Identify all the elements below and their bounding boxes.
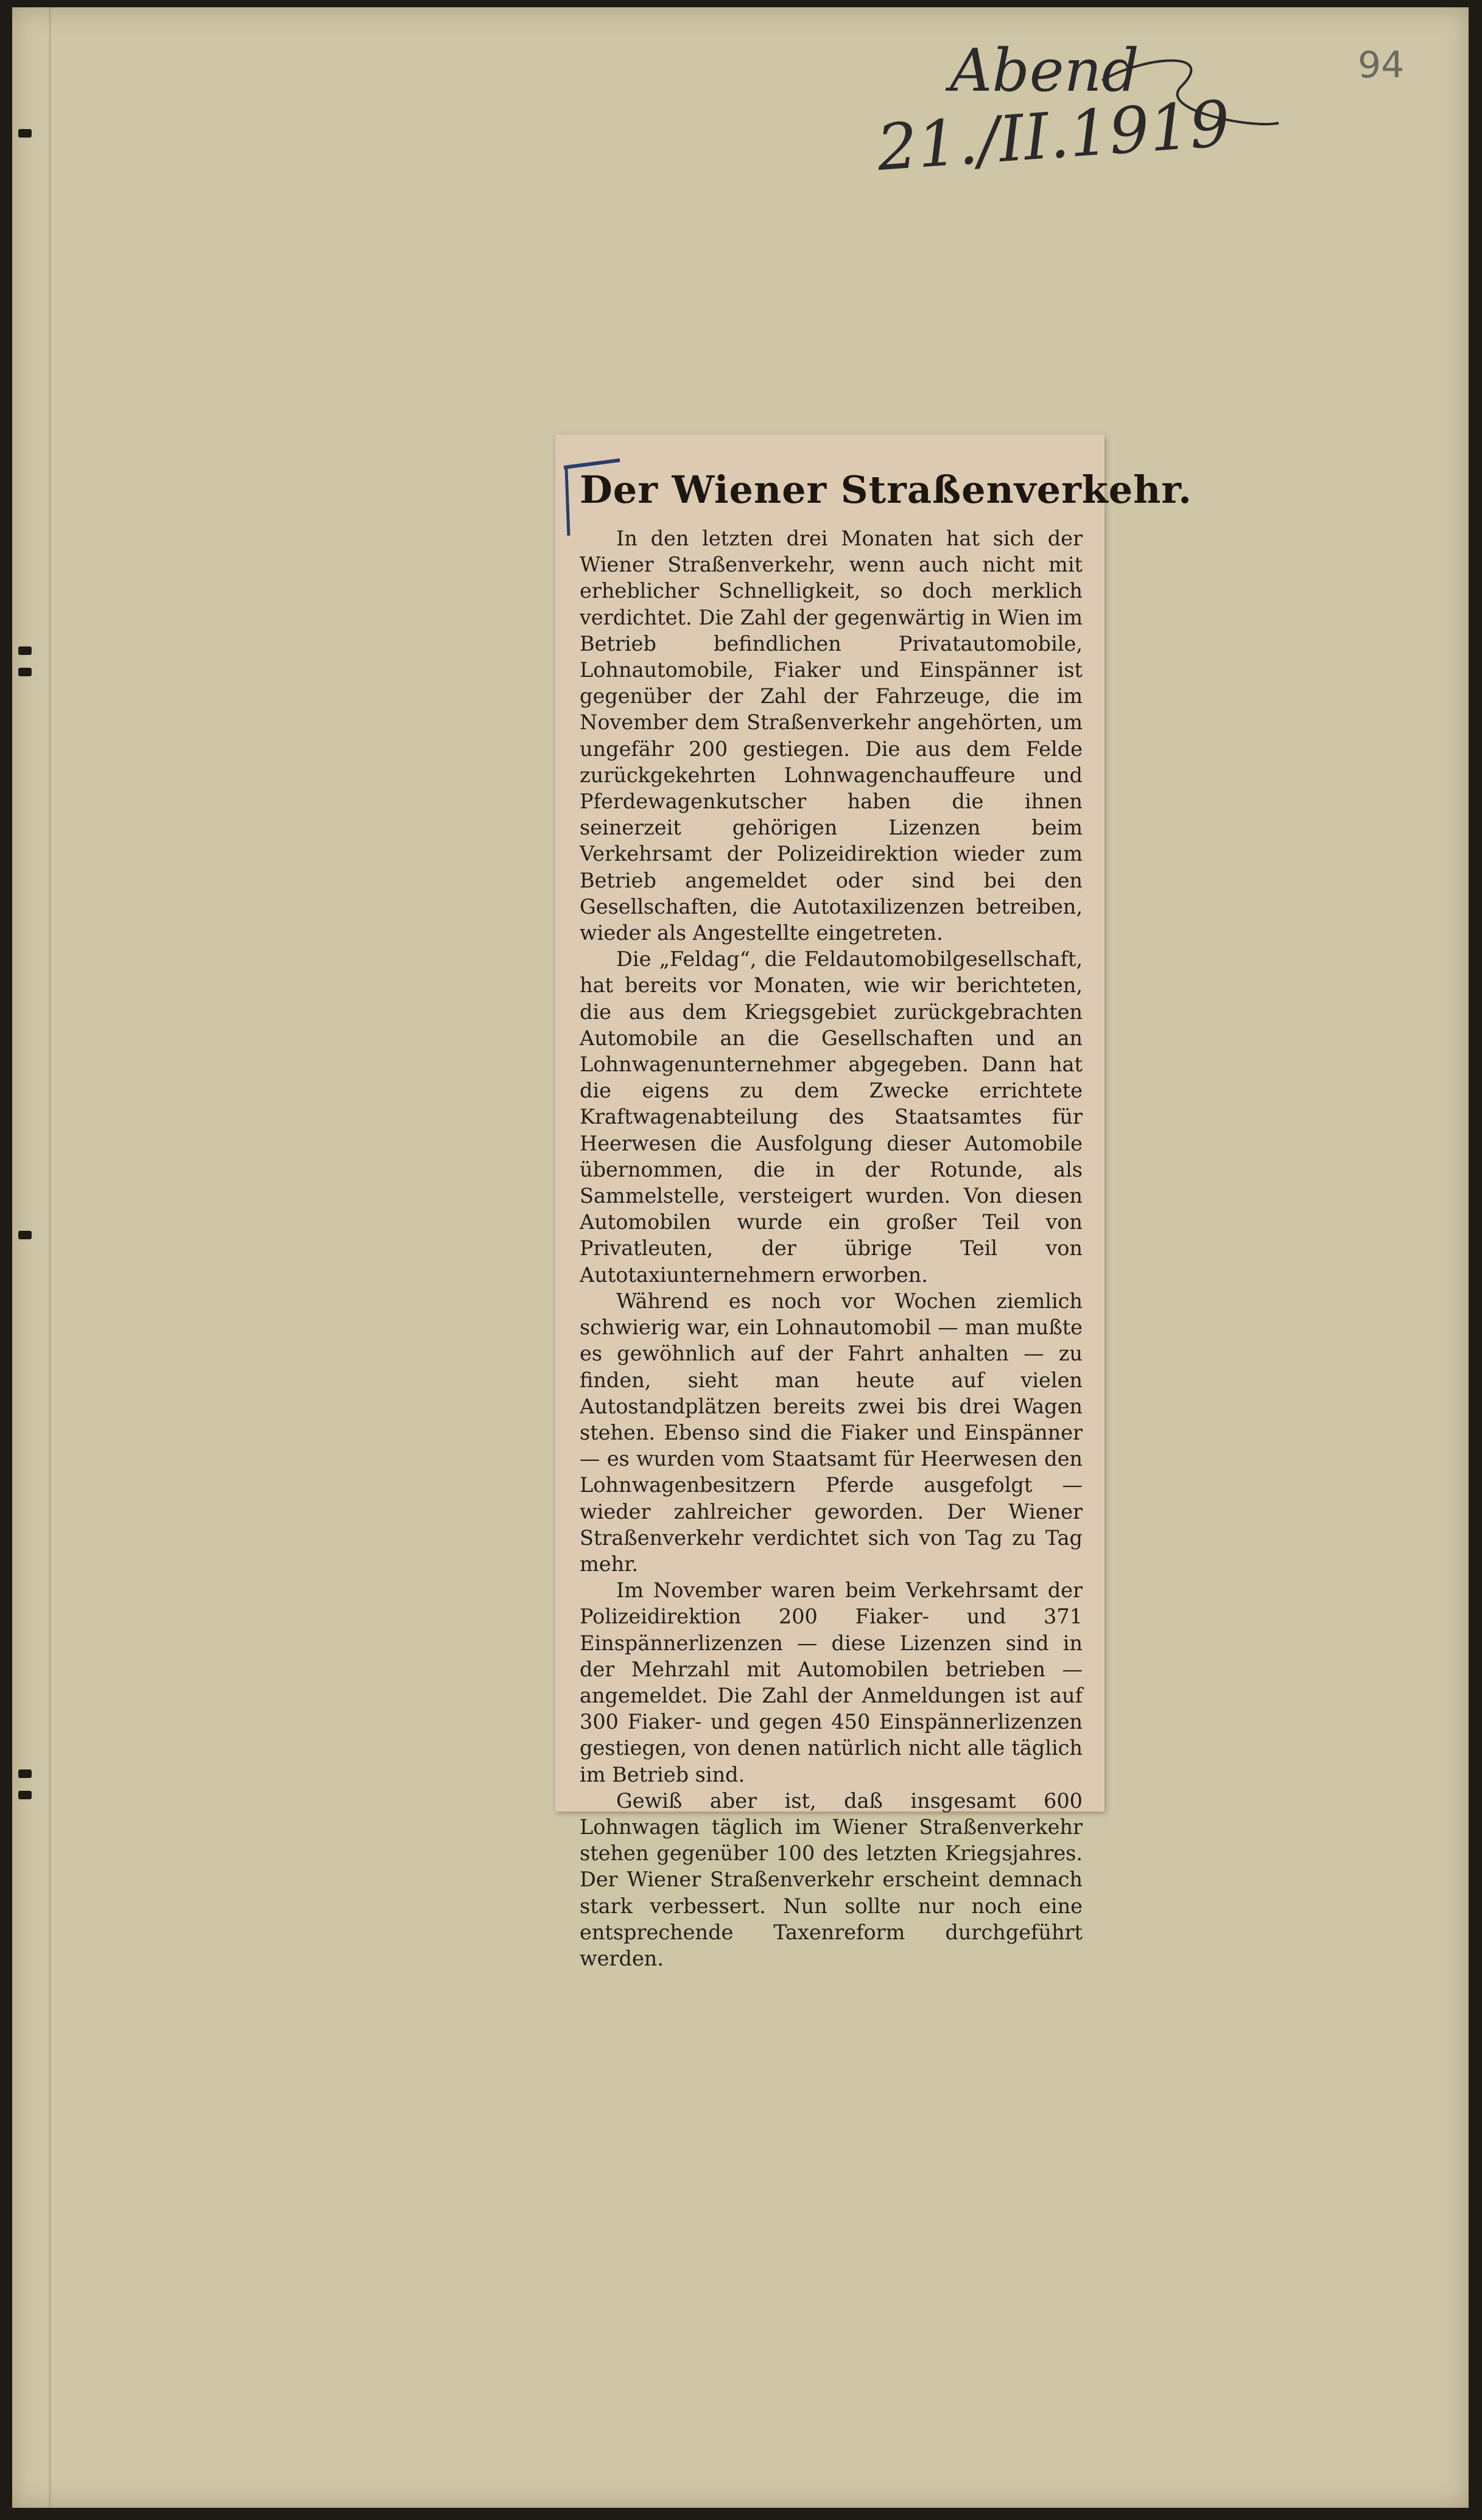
sheet-fold-line	[49, 7, 51, 2508]
binding-hole	[18, 1791, 32, 1799]
article-title: Der Wiener Straßenverkehr.	[580, 467, 1192, 512]
article-paragraph: Gewiß aber ist, daß insgesamt 600 Lohnwagen täglich im Wiener Straßenverkehr stehen gegenüber 100 des letzten Kriegsjahres. Der Wiener Straßenverkehr erscheint demnach stark verbessert. Nun sollte nur noch eine entsprechende Taxenreform durchgeführt werden.	[580, 1788, 1083, 1970]
binding-hole	[18, 668, 32, 676]
page-number: 94	[1358, 44, 1405, 86]
handwritten-date: 21./II.1919	[874, 86, 1232, 186]
archive-sheet	[12, 7, 1469, 2508]
newspaper-clipping	[555, 435, 1192, 1970]
binding-hole	[18, 1231, 32, 1239]
handwritten-word: Abend	[950, 37, 1139, 105]
article-paragraph: Im November waren beim Verkehrsamt der Polizeidirektion 200 Fiaker- und 371 Einspännerlizenzen — diese Lizenzen sind in der Mehrzahl mit Automobilen betrieben — angemeldet. Die Zahl der Anmeldungen ist auf 300 Fiaker- und gegen 450 Einspännerlizenzen gestiegen, von denen natürlich nicht alle täglich im Betrieb sind.	[580, 1578, 1083, 1787]
pen-mark	[559, 457, 632, 542]
binding-hole	[18, 1769, 32, 1778]
article-paragraph: Die „Feldag“, die Feldautomobilgesellschaft, hat bereits vor Monaten, wie wir berichteten, die aus dem Kriegsgebiet zurückgebrachten Automobile an die Gesellschaften und an Lohnwagenunternehmer abgegeben. Dann hat die eigens zu dem Zwecke errichtete Kraftwagenabteilung des Staatsamtes für Heerwesen die Ausfolgung dieser Automobile übernommen, die in der Rotunde, als Sammelstelle, versteigert wurden. Von diesen Automobilen wurde ein großer Teil von Privatleuten, der übrige Teil von Autotaxiunternehmern erworben.	[580, 947, 1083, 1287]
binding-hole	[18, 129, 32, 138]
article-paragraph: In den letzten drei Monaten hat sich der Wiener Straßenverkehr, wenn auch nicht mit erheblicher Schnelligkeit, so doch merklich verdichtet. Die Zahl der gegenwärtig in Wien im Betrieb befindlichen Privatautomobile, Lohnautomobile, Fiaker und Einspänner ist gegenüber der Zahl der Fahrzeuge, die im November dem Straßenverkehr angehörten, um ungefähr 200 gestiegen. Die aus dem Felde zurückgekehrten Lohnwagenchauffeure und Pferdewagenkutscher haben die ihnen seinerzeit gehörigen Lizenzen beim Verkehrsamt der Polizeidirektion wieder zum Betrieb angemeldet oder sind bei den Gesellschaften, die Autotaxilizenzen betreiben, wieder als Angestellte eingetreten.	[580, 527, 1083, 945]
binding-hole	[18, 646, 32, 655]
article-paragraph: Während es noch vor Wochen ziemlich schwierig war, ein Lohnautomobil — man mußte es gewöhnlich auf der Fahrt anhalten — zu finden, sieht man heute auf vielen Autostandplätzen bereits zwei bis drei Wagen stehen. Ebenso sind die Fiaker und Einspänner — es wurden vom Staatsamt für Heerwesen den Lohnwagenbesitzern Pferde ausgefolgt — wieder zahlreicher geworden. Der Wiener Straßenverkehr verdichtet sich von Tag zu Tag mehr.	[580, 1289, 1083, 1576]
